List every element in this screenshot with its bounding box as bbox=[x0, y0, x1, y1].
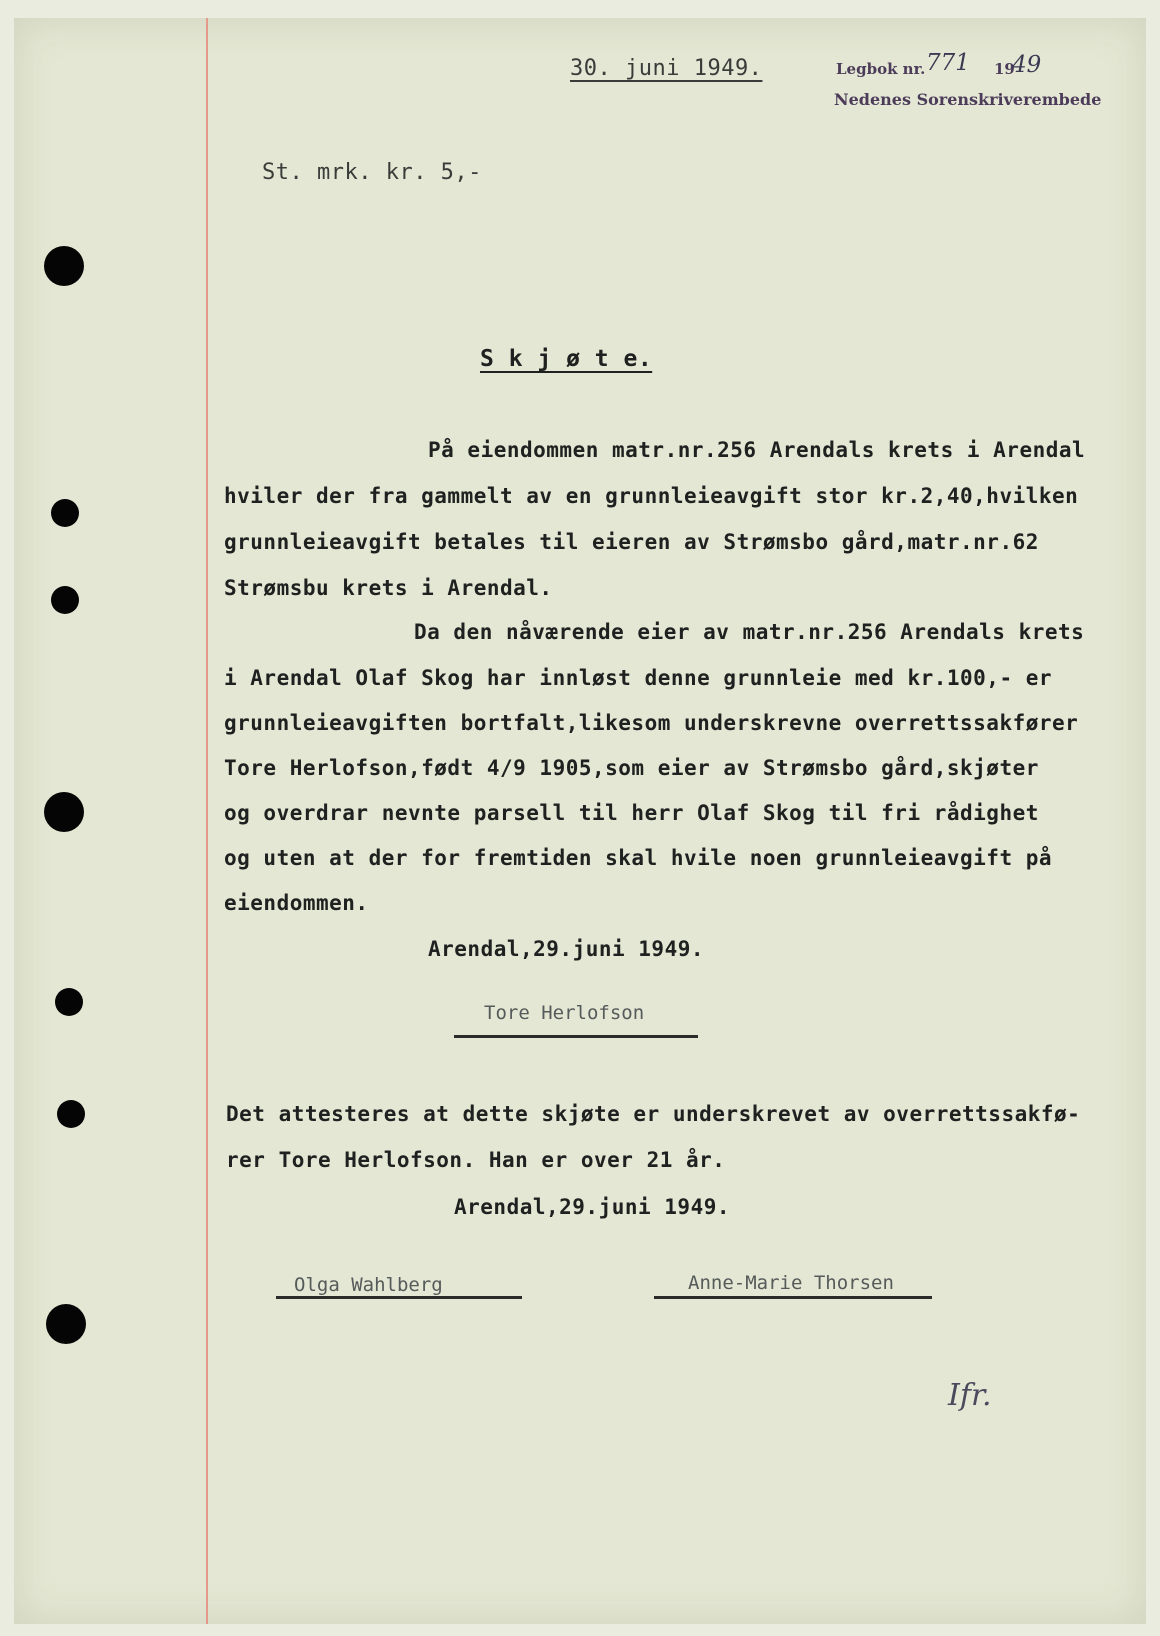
margin-line bbox=[206, 18, 208, 1624]
attest-line: rer Tore Herlofson. Han er over 21 år. bbox=[226, 1148, 726, 1172]
witness-name: Anne-Marie Thorsen bbox=[688, 1272, 894, 1294]
punch-hole bbox=[55, 988, 83, 1016]
punch-hole bbox=[51, 586, 79, 614]
punch-hole bbox=[51, 499, 79, 527]
signature-line bbox=[454, 1035, 698, 1038]
stamp-number: 771 bbox=[926, 50, 970, 76]
document-title: S k j ø t e. bbox=[480, 346, 653, 372]
body-line: Da den nåværende eier av matr.nr.256 Arendals krets bbox=[414, 620, 1085, 644]
body-line: grunnleieavgiften bortfalt,likesom underskrevne overrettssakfører bbox=[224, 711, 1079, 735]
witness-name: Olga Wahlberg bbox=[294, 1274, 443, 1296]
witness-signature-line bbox=[276, 1296, 522, 1299]
signature-name: Tore Herlofson bbox=[484, 1002, 645, 1024]
witness-signature-line bbox=[654, 1296, 932, 1299]
stamp-office: Nedenes Sorenskriverembede bbox=[834, 90, 1102, 109]
punch-hole bbox=[57, 1100, 85, 1128]
body-line: Tore Herlofson,født 4/9 1905,som eier av Strømsbo gård,skjøter bbox=[224, 756, 1039, 780]
punch-hole bbox=[46, 1304, 86, 1344]
body-line: og overdrar nevnte parsell til herr Olaf Skog til fri rådighet bbox=[224, 801, 1039, 825]
stamp-prefix: Legbok nr. bbox=[836, 60, 926, 78]
stamp-year: 49 bbox=[1012, 52, 1042, 78]
document-date: 30. juni 1949. bbox=[570, 56, 763, 81]
body-line: eiendommen. bbox=[224, 891, 369, 915]
punch-hole bbox=[44, 246, 84, 286]
body-line: og uten at der for fremtiden skal hvile noen grunnleieavgift på bbox=[224, 846, 1053, 870]
handwritten-initials: Ifr. bbox=[948, 1378, 992, 1413]
body-line: i Arendal Olaf Skog har innløst denne grunnleie med kr.100,- er bbox=[224, 666, 1053, 690]
place-date: Arendal,29.juni 1949. bbox=[454, 1195, 731, 1219]
stamp-year-prefix: 19 bbox=[994, 60, 1015, 78]
body-line: Strømsbu krets i Arendal. bbox=[224, 576, 553, 600]
stamp-fee: St. mrk. kr. 5,- bbox=[262, 160, 482, 185]
body-line: På eiendommen matr.nr.256 Arendals krets i Arendal bbox=[428, 438, 1086, 462]
body-line: hviler der fra gammelt av en grunnleieavgift stor kr.2,40,hvilken bbox=[224, 484, 1079, 508]
body-line: grunnleieavgift betales til eieren av Strømsbo gård,matr.nr.62 bbox=[224, 530, 1039, 554]
attest-line: Det attesteres at dette skjøte er underskrevet av overrettssakfø- bbox=[226, 1102, 1081, 1126]
punch-hole bbox=[44, 792, 84, 832]
place-date: Arendal,29.juni 1949. bbox=[428, 937, 705, 961]
